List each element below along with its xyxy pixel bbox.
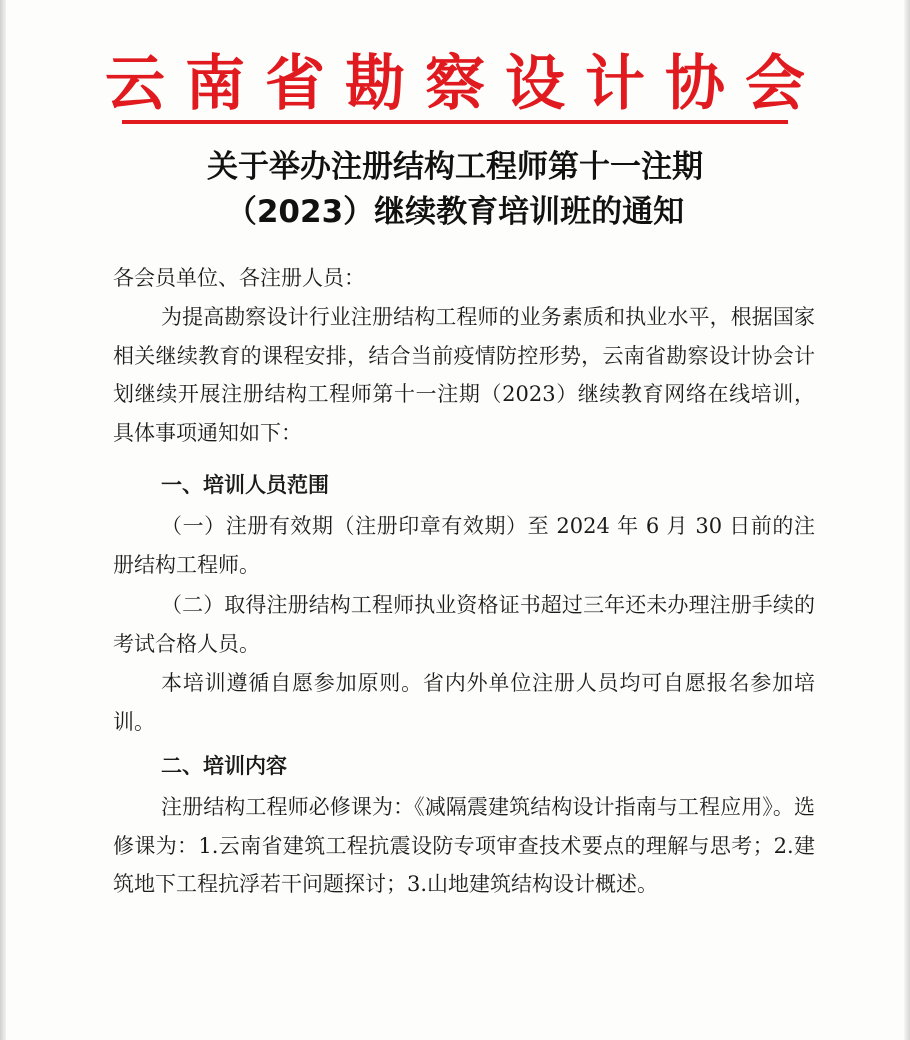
section1-note: 本培训遵循自愿参加原则。省内外单位注册人员均可自愿报名参加培训。 (113, 671, 815, 734)
notice-title-line1: 关于举办注册结构工程师第十一注期 (207, 149, 703, 185)
intro-paragraph: 为提高勘察设计行业注册结构工程师的业务素质和执业水平，根据国家相关继续教育的课程安排，结合当前疫情防控形势，云南省勘察设计协会计划继续开展注册结构工程师第十一注期（2023）继续教育网络在线培训，具体事项通知如下： (113, 305, 815, 445)
section2-heading: 二、培训内容 (161, 754, 287, 778)
org-masthead: 云南省勘察设计协会 (105, 49, 825, 119)
section1-item2: （二）取得注册结构工程师执业资格证书超过三年还未办理注册手续的考试合格人员。 (113, 593, 815, 656)
section1-heading: 一、培训人员范围 (161, 473, 329, 497)
salutation: 各会员单位、各注册人员： (113, 266, 365, 290)
section2-body: 注册结构工程师必修课为：《减隔震建筑结构设计指南与工程应用》。选修课为：1.云南省建筑工程抗震设防专项审查技术要点的理解与思考；2.建筑地下工程抗浮若干问题探讨；3.山地建筑结构设计概述。 (113, 795, 815, 896)
masthead-underline (122, 120, 788, 124)
notice-title-line2: （2023）继续教育培训班的通知 (225, 194, 685, 230)
section1-item1: （一）注册有效期（注册印章有效期）至 2024 年 6 月 30 日前的注册结构工程师。 (113, 514, 815, 577)
